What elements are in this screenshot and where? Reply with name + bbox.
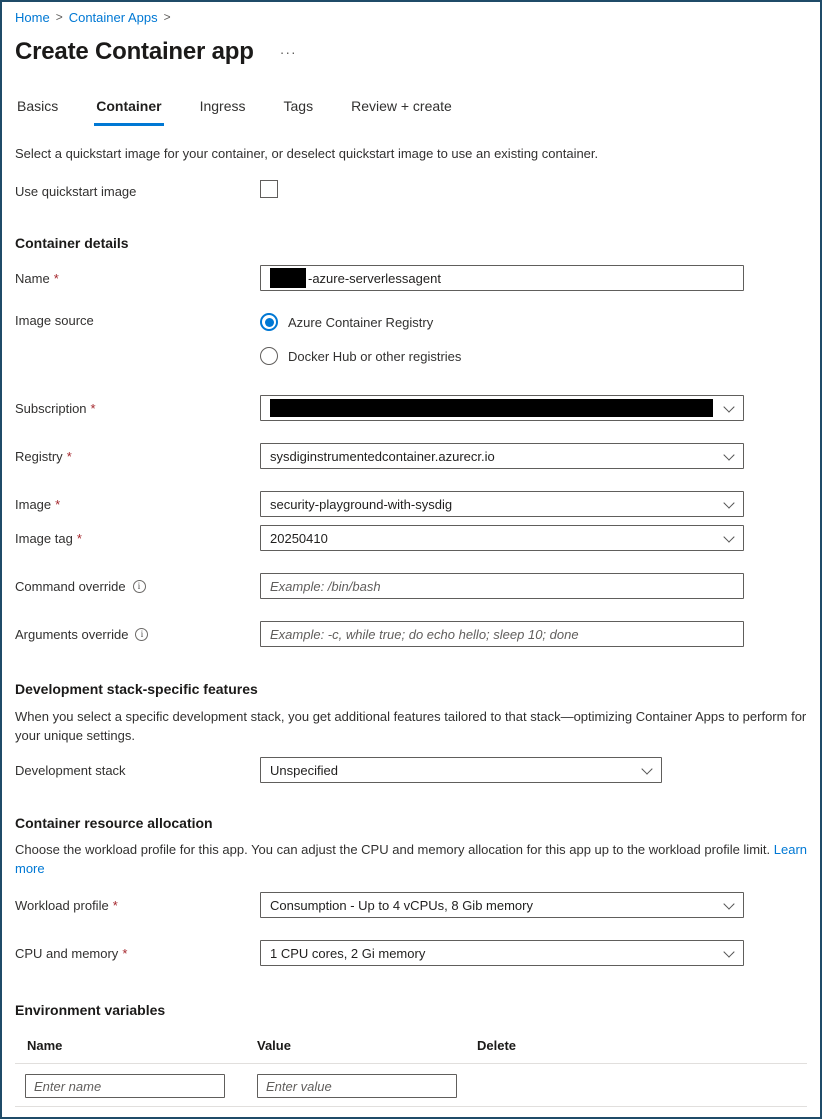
radio-azure-container-registry[interactable]	[260, 313, 461, 331]
info-icon[interactable]: i	[133, 580, 146, 593]
breadcrumb-home-link[interactable]: Home	[15, 9, 50, 25]
use-quickstart-image-checkbox[interactable]	[260, 180, 278, 198]
cpu-memory-label: CPU and memory *	[15, 945, 128, 961]
workload-profile-dropdown[interactable]: Consumption - Up to 4 vCPUs, 8 Gib memory	[260, 892, 744, 918]
name-label: Name *	[15, 270, 59, 286]
breadcrumb-separator: >	[55, 10, 63, 24]
image-label: Image *	[15, 496, 61, 512]
subscription-label: Subscription *	[15, 400, 96, 416]
radio-azure-container-registry-label: Azure Container Registry	[288, 314, 434, 330]
tab-basics[interactable]: Basics	[17, 98, 59, 114]
name-redaction-box	[270, 268, 306, 288]
required-marker: *	[55, 496, 61, 512]
breadcrumb-separator: >	[163, 10, 171, 24]
name-input[interactable]	[260, 265, 744, 291]
learn-more-link[interactable]: Learn more	[15, 842, 808, 876]
env-name-input[interactable]	[25, 1074, 225, 1098]
workload-profile-label: Workload profile *	[15, 897, 118, 913]
image-source-label: Image source	[15, 313, 94, 328]
page-title: Create Container app	[15, 38, 254, 65]
image-dropdown[interactable]: security-playground-with-sysdig	[260, 491, 744, 517]
env-column-name: Name	[27, 1038, 63, 1053]
cpu-memory-dropdown[interactable]: 1 CPU cores, 2 Gi memory	[260, 940, 744, 966]
radio-docker-hub[interactable]	[260, 347, 461, 365]
info-icon[interactable]: i	[135, 628, 148, 641]
env-column-delete: Delete	[477, 1038, 517, 1053]
tab-review-create[interactable]: Review + create	[351, 98, 452, 114]
resource-allocation-heading: Container resource allocation	[15, 815, 213, 831]
env-value-input[interactable]	[257, 1074, 457, 1098]
required-marker: *	[53, 270, 59, 286]
radio-unselected-icon	[260, 347, 278, 365]
name-value: -azure-serverlessagent	[308, 270, 441, 286]
registry-label: Registry *	[15, 448, 72, 464]
resource-allocation-description: Choose the workload profile for this app. You can adjust the CPU and memory allocation for this app up to the workload profile limit. Learn more	[15, 842, 808, 876]
subscription-redaction-box	[270, 399, 713, 417]
use-quickstart-image-label: Use quickstart image	[15, 183, 137, 199]
wizard-tabs	[15, 94, 807, 126]
development-stack-dropdown[interactable]: Unspecified	[260, 757, 662, 783]
image-tag-label: Image tag *	[15, 530, 82, 546]
required-marker: *	[66, 448, 72, 464]
tab-tags[interactable]: Tags	[283, 98, 314, 114]
breadcrumb	[15, 8, 807, 26]
environment-variables-table	[15, 1038, 807, 1107]
env-column-value: Value	[257, 1038, 291, 1053]
command-override-input[interactable]	[260, 573, 744, 599]
breadcrumb-container-apps-link[interactable]: Container Apps	[68, 9, 158, 25]
environment-variables-heading: Environment variables	[15, 1002, 166, 1018]
arguments-override-input[interactable]	[260, 621, 744, 647]
arguments-override-label: Arguments override i	[15, 627, 260, 642]
env-variable-row	[15, 1063, 807, 1107]
dev-stack-description: When you select a specific development stack, you get additional features tailored to that stack—optimizing Container Apps to perform for your unique settings.	[15, 709, 807, 743]
development-stack-label: Development stack	[15, 762, 126, 778]
more-options-icon[interactable]: ···	[279, 44, 297, 60]
registry-dropdown[interactable]: sysdiginstrumentedcontainer.azurecr.io	[260, 443, 744, 469]
tab-ingress[interactable]: Ingress	[199, 98, 246, 114]
required-marker: *	[122, 945, 128, 961]
command-override-label: Command override i	[15, 579, 260, 594]
image-tag-dropdown[interactable]: 20250410	[260, 525, 744, 551]
required-marker: *	[90, 400, 96, 416]
radio-selected-icon	[260, 313, 278, 331]
tab-container[interactable]: Container	[94, 94, 163, 126]
required-marker: *	[76, 530, 82, 546]
quickstart-description: Select a quickstart image for your container, or deselect quickstart image to use an existing container.	[15, 146, 599, 161]
required-marker: *	[112, 897, 118, 913]
radio-docker-hub-label: Docker Hub or other registries	[288, 348, 462, 364]
container-details-heading: Container details	[15, 235, 129, 251]
subscription-dropdown[interactable]	[260, 395, 744, 421]
dev-stack-heading: Development stack-specific features	[15, 681, 258, 697]
